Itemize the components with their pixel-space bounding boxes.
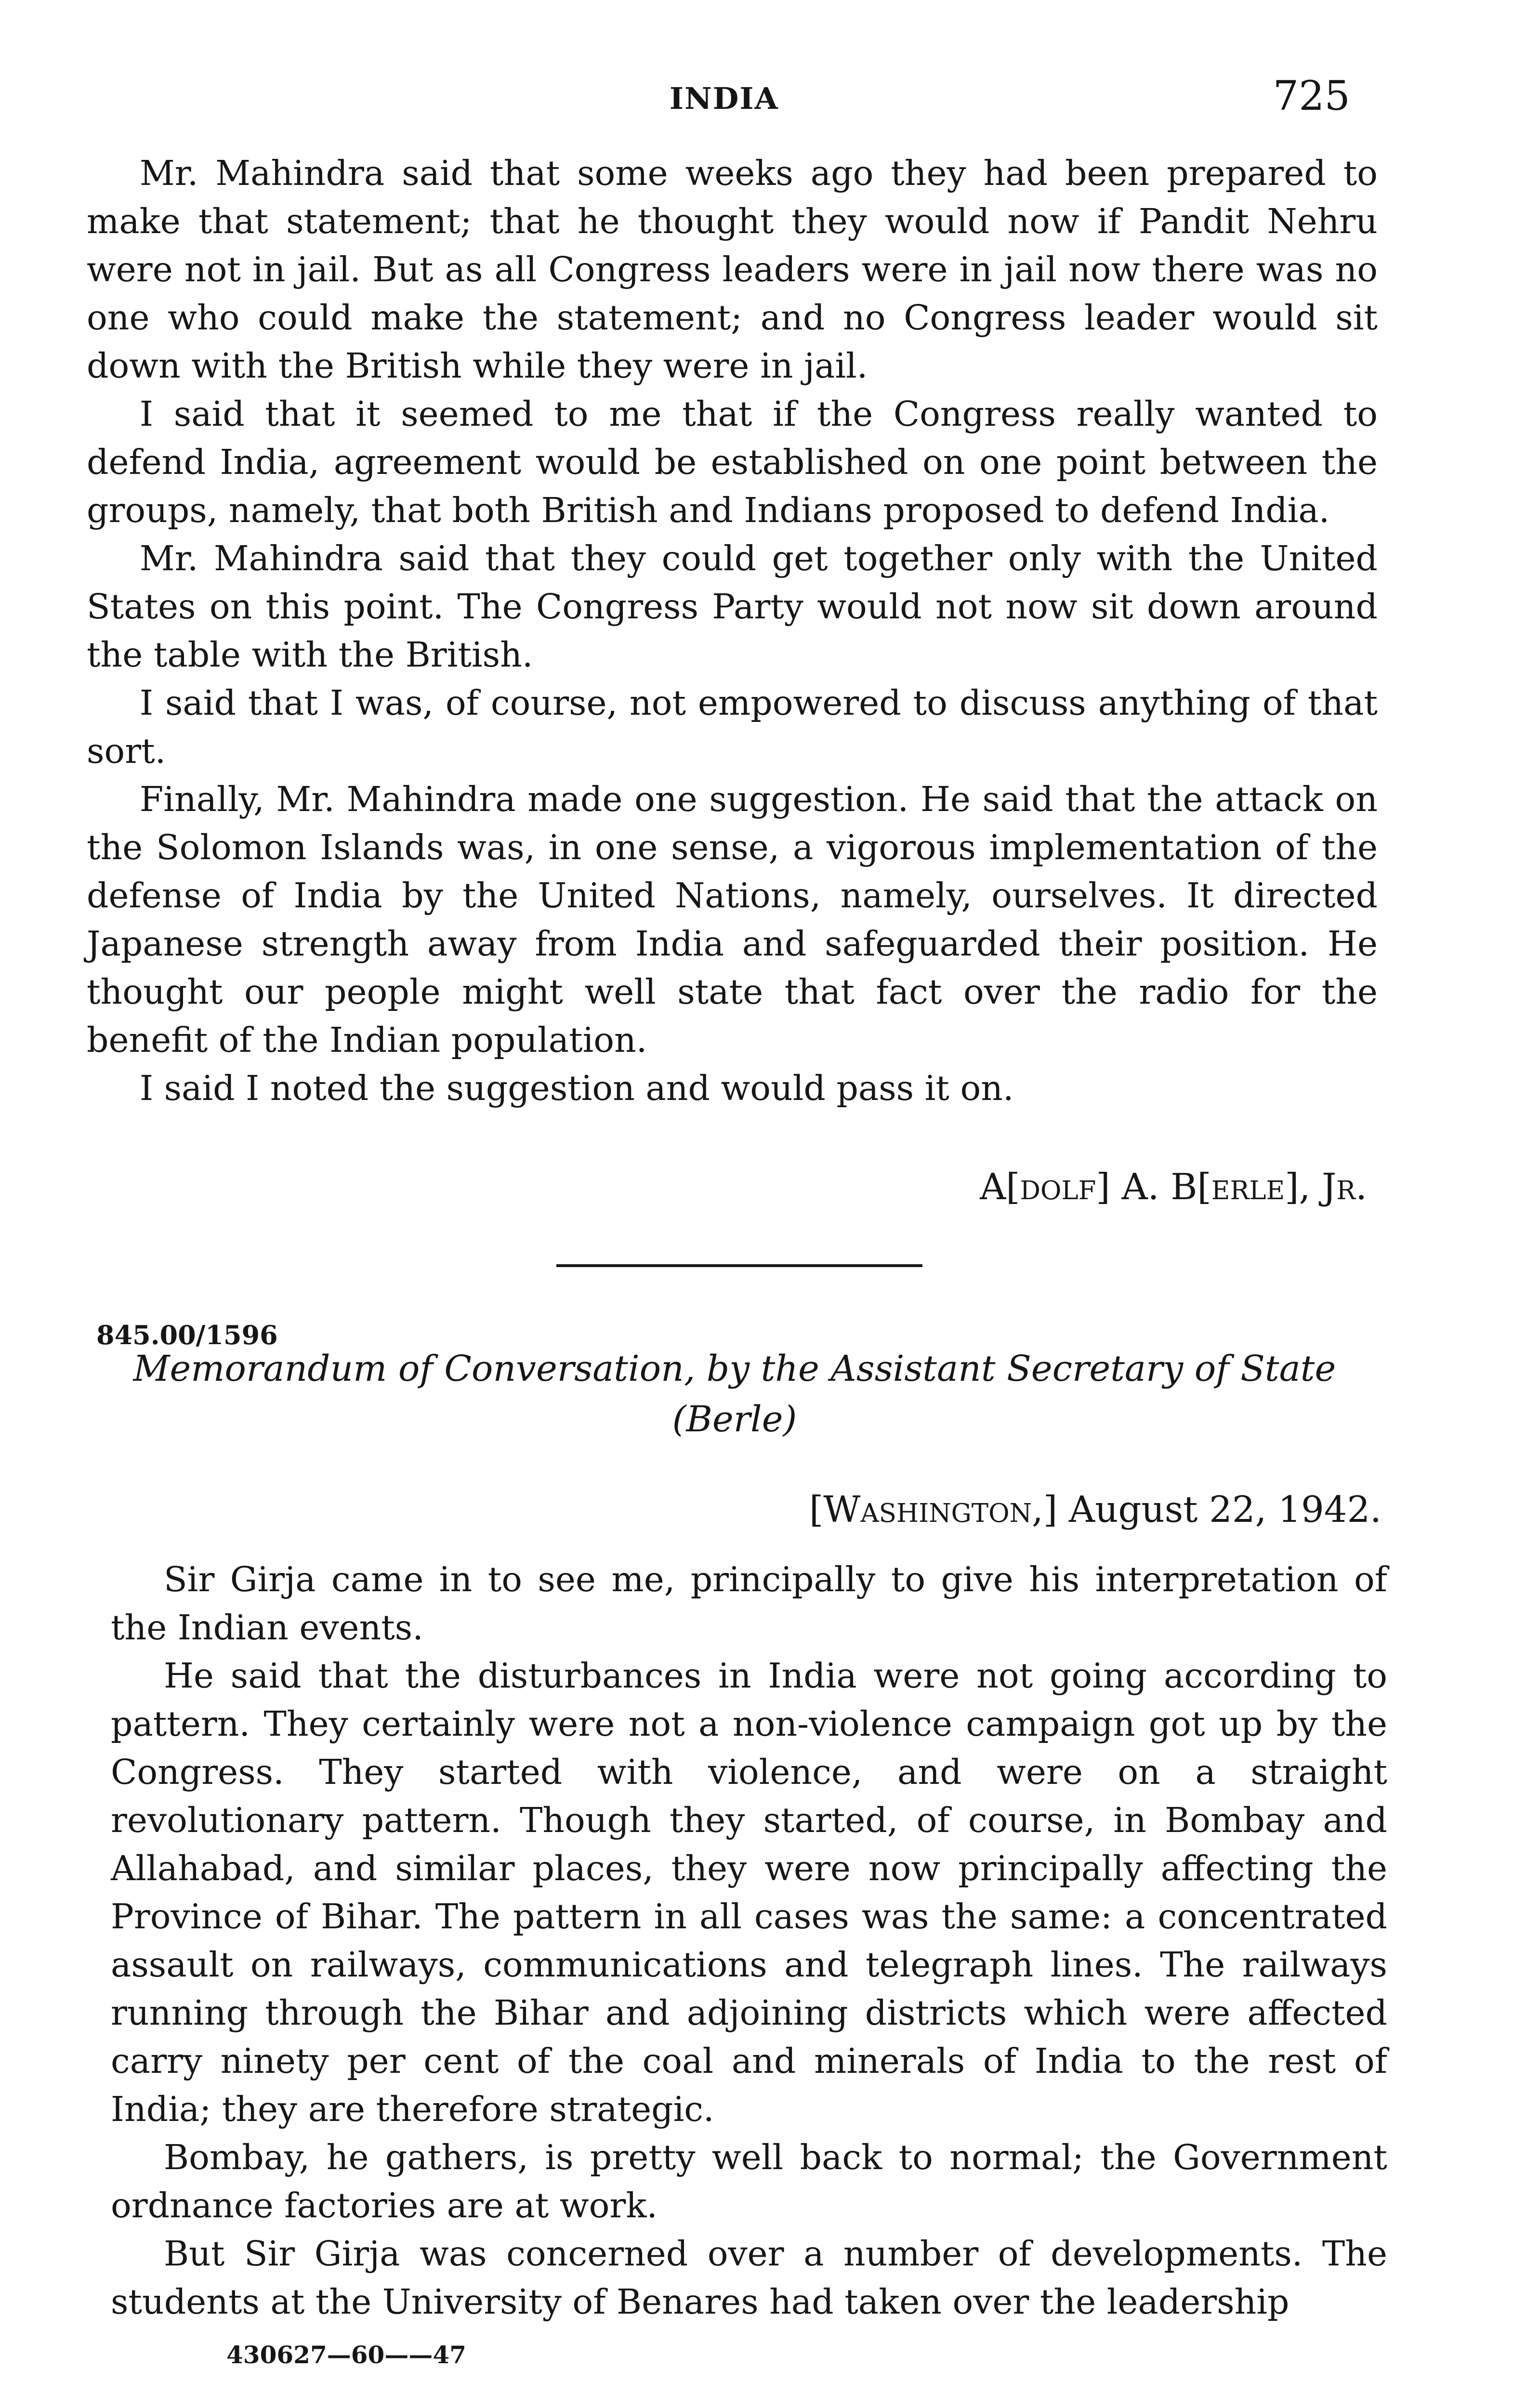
page-number: 725	[1273, 72, 1350, 119]
paragraph: Bombay, he gathers, is pretty well back to normal; the Government ordnance factories are at work.	[111, 2137, 1387, 2225]
paragraph: I said that it seemed to me that if the Congress really wanted to defend India, agreement would be established on one point between the groups, namely, that both British and Indians proposed to defend India.	[87, 394, 1378, 530]
signature-part: .	[1355, 1165, 1367, 1208]
dateline-part: ,] August 22, 1942.	[1031, 1488, 1381, 1531]
paragraph: Mr. Mahindra said that some weeks ago they had been prepared to make that statement; that he thought they would now if Pandit Nehru were not in jail. But as all Congress leaders were in jail now there was no one who could make the statement; and no Congress leader would sit down with the British while they were in jail.	[87, 153, 1378, 386]
paragraph: But Sir Girja was concerned over a number of developments. The students at the University of Benares had taken over the leadership	[111, 2234, 1387, 2322]
paragraph: I said that I was, of course, not empowered to discuss anything of that sort.	[87, 683, 1378, 771]
first-memo-body	[87, 149, 1378, 1112]
paragraph: Finally, Mr. Mahindra made one suggestion. He said that the attack on the Solomon Islands was, in one sense, a vigorous implementation of the defense of India by the United Nations, namely, ourselves. It directed Japanese strength away from India and safeguarded their position. He thought our people might well state that fact over the radio for the benefit of the Indian population.	[87, 779, 1378, 1060]
second-memo-body	[111, 1556, 1387, 2326]
signature	[980, 1165, 1367, 1208]
dateline-part: [W	[809, 1488, 861, 1531]
print-code: 430627—60——47	[226, 2341, 466, 2369]
memo-title-line: Memorandum of Conversation, by the Assistant Secretary of State	[133, 1348, 1336, 1389]
paragraph: Mr. Mahindra said that they could get together only with the United States on this point. The Congress Party would not now sit down around the table with the British.	[87, 538, 1378, 675]
dateline-place: ashington	[860, 1488, 1032, 1531]
dateline	[809, 1488, 1381, 1531]
document-number: 845.00/1596	[96, 1320, 278, 1350]
signature-part: A[	[980, 1165, 1020, 1208]
section-divider	[556, 1264, 922, 1267]
running-head: INDIA	[670, 81, 779, 116]
signature-part: erle	[1211, 1165, 1285, 1208]
signature-part: r	[1336, 1165, 1356, 1208]
paragraph: He said that the disturbances in India were not going according to pattern. They certainly were not a non-violence campaign got up by the Congress. They started with violence, and were on a straight revolutionary pattern. Though they started, of course, in Bombay and Allahabad, and similar places, they were now principally affecting the Province of Bihar. The pattern in all cases was the same: a concentrated assault on railways, communications and telegraph lines. The railways running through the Bihar and adjoining districts which were affected carry ninety per cent of the coal and minerals of India to the rest of India; they are therefore strategic.	[111, 1656, 1387, 2129]
memo-title	[96, 1344, 1373, 1445]
signature-part: dolf	[1020, 1165, 1096, 1208]
memo-title-line: (Berle)	[672, 1399, 797, 1440]
signature-part: ], J	[1285, 1165, 1337, 1208]
paragraph: I said I noted the suggestion and would pass it on.	[140, 1068, 1014, 1108]
page-header	[0, 72, 1526, 125]
signature-part: ] A. B[	[1096, 1165, 1211, 1208]
paragraph: Sir Girja came in to see me, principally to give his interpretation of the Indian events.	[111, 1559, 1387, 1648]
